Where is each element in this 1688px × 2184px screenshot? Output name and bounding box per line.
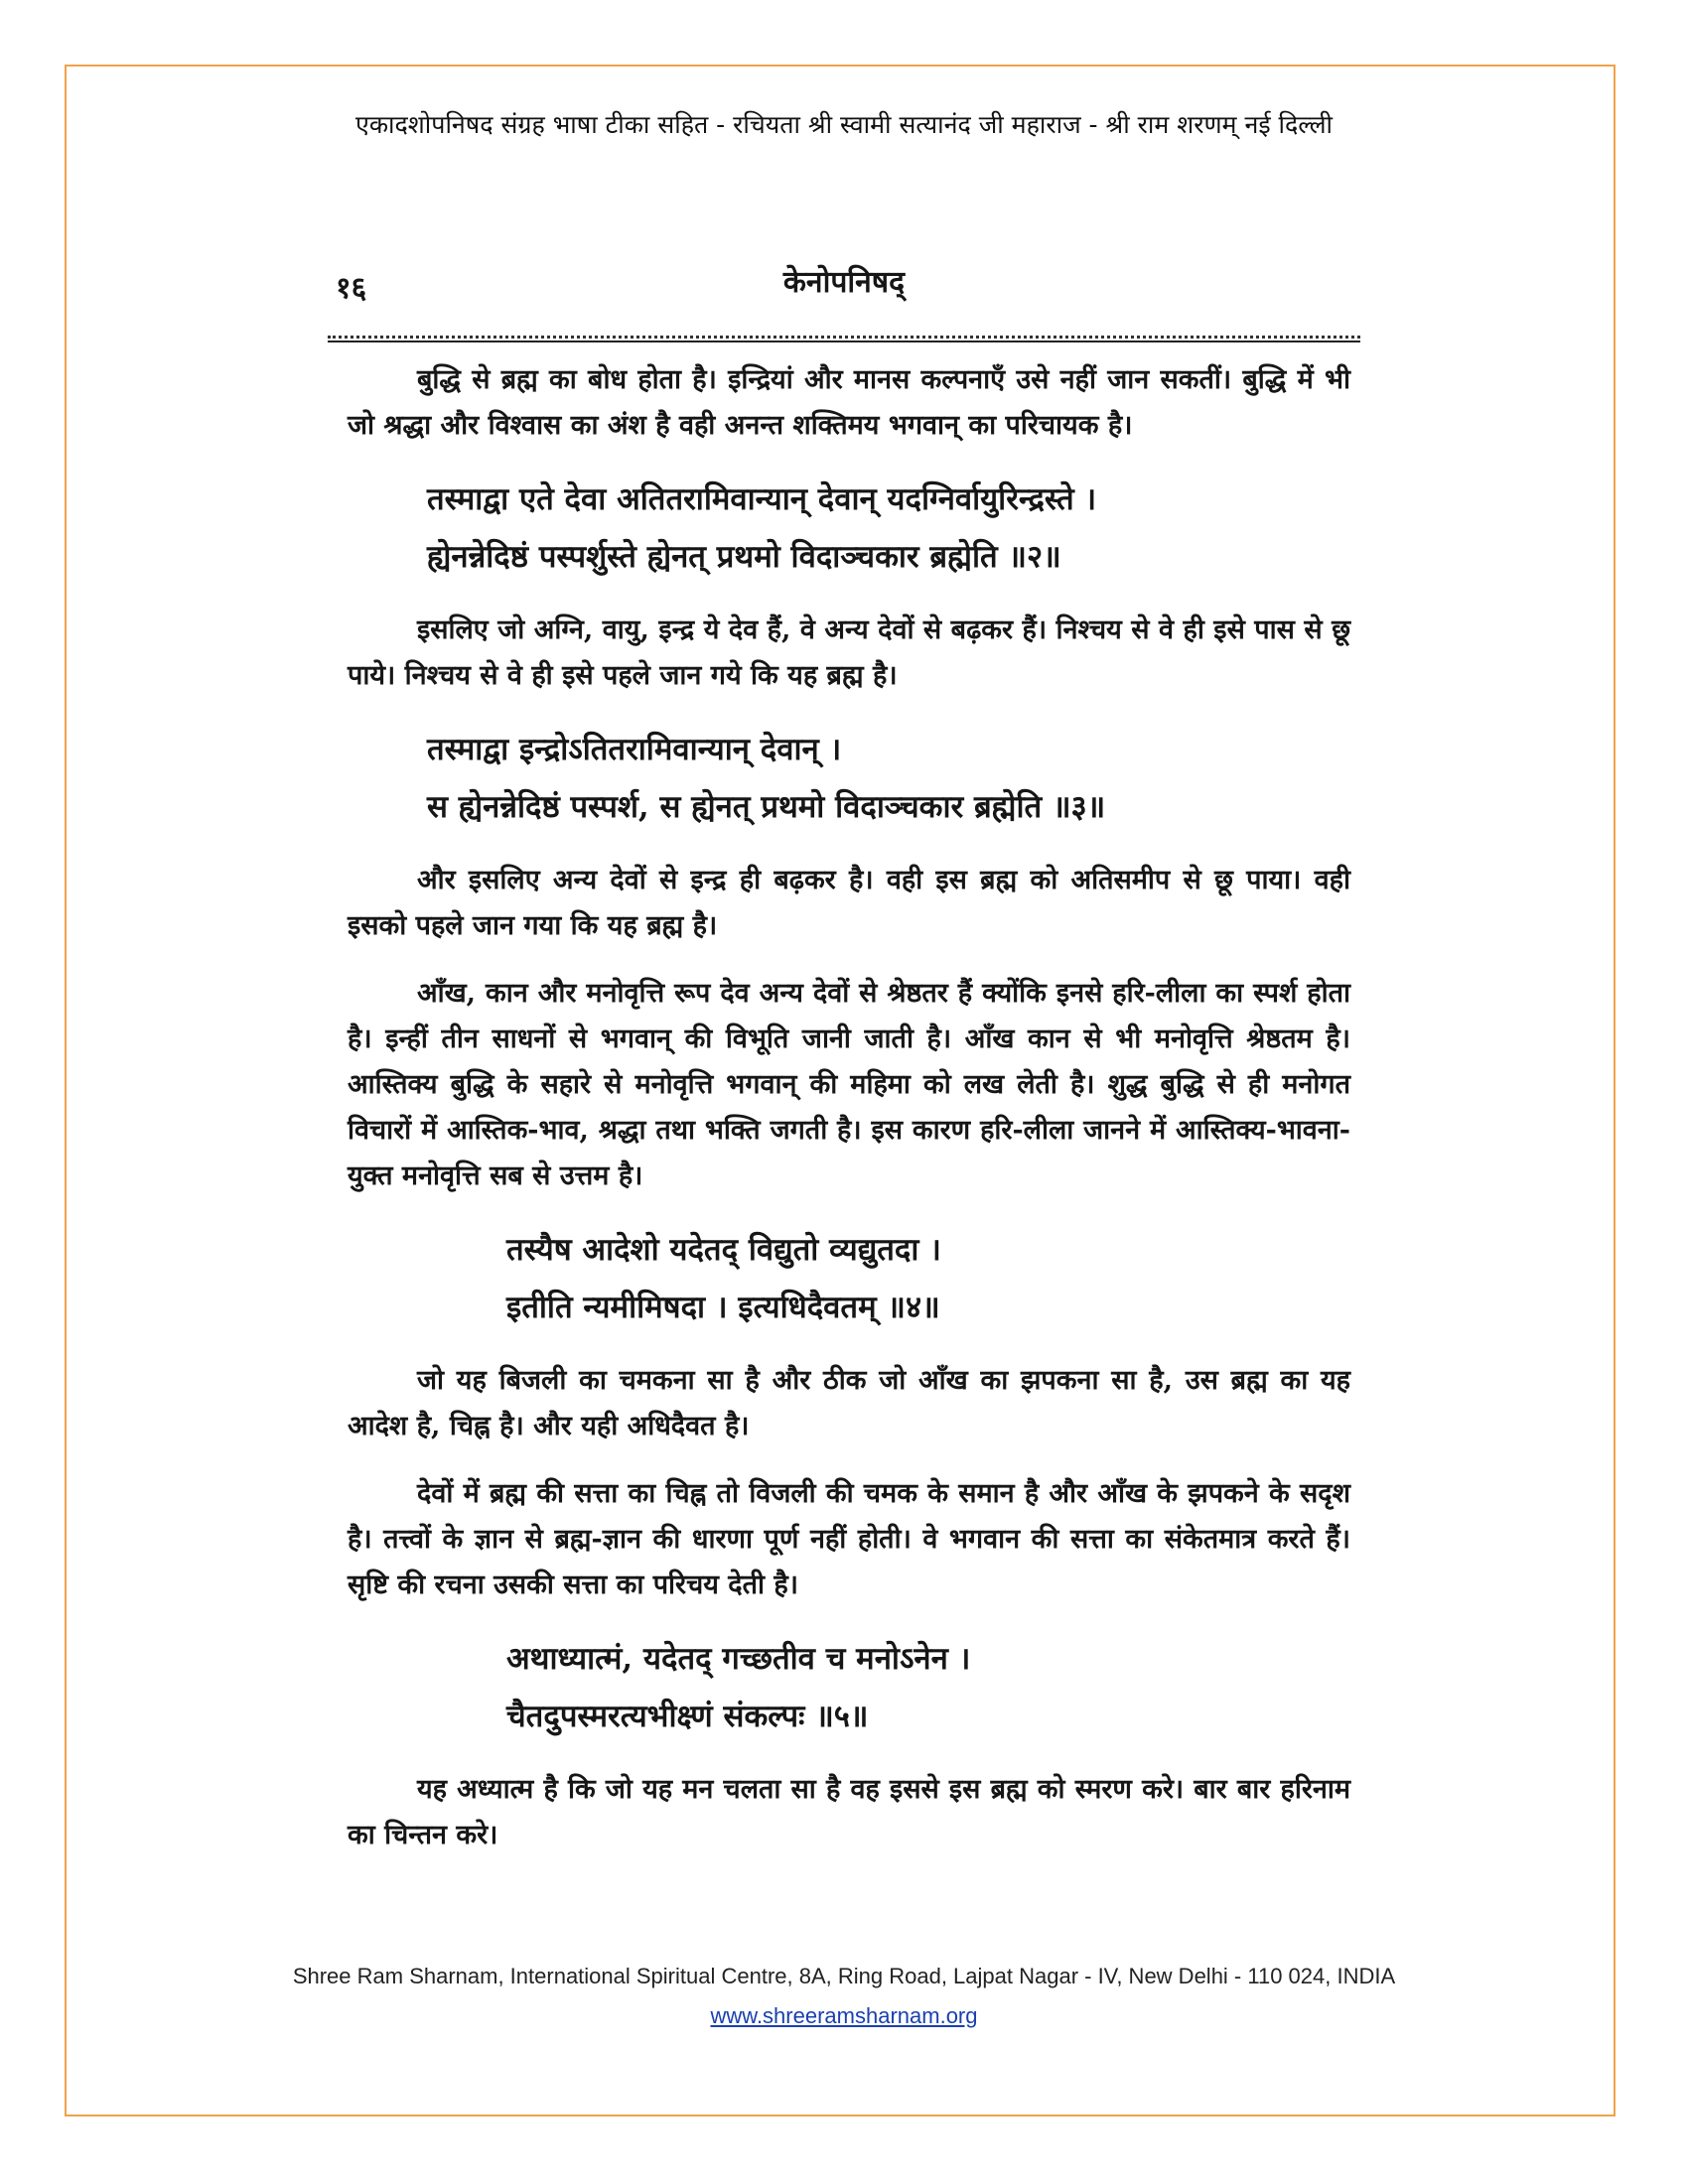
verse-line: तस्माद्वा इन्द्रोऽतितरामिवान्यान् देवान् । [427,732,842,767]
verse-line: ह्येनन्नेदिष्ठं पस्पर्शुस्ते ह्येनत् प्रथमो विदाञ्चकार ब्रह्मेति ॥२॥ [427,539,1061,575]
running-title: केनोपनिषद् [782,265,906,300]
commentary-paragraph: आँख, कान और मनोवृत्ति रूप देव अन्य देवों से श्रेष्ठतर हैं क्योंकि इनसे हरि-लीला का स्पर्श होता है। इन्हीं तीन साधनों से भगवान् की विभूति जानी जाती है। आँख कान से भी मनोवृत्ति श्रेष्ठतम है। आस्तिक्य बुद्धि के सहारे से मनोवृत्ति भगवान् की महिमा को लख लेती है। शुद्ध बुद्धि से ही मनोगत विचारों में आस्तिक-भाव, श्रद्धा तथा भक्ति जगती है। इस कारण हरि-लीला जानने में आस्तिक्य-भावना-युक्त मनोवृत्ति सब से उत्तम है। [348,978,1350,1191]
website-link[interactable]: www.shreeramsharnam.org [710,2003,978,2028]
verse-3 [348,721,1350,836]
commentary-paragraph: बुद्धि से ब्रह्म का बोध होता है। इन्द्रियां और मानस कल्पनाएँ उसे नहीं जान सकतीं। बुद्धि में भी जो श्रद्धा और विश्वास का अंश है वही अनन्त शक्तिमय भगवान् का परिचायक है। [348,364,1350,441]
footer-link-wrap [0,2003,1688,2029]
page-header: एकादशोपनिषद संग्रह भाषा टीका सहित - रचियता श्री स्वामी सत्यानंद जी महाराज - श्री राम शरणम् नई दिल्ली [355,110,1333,139]
scanned-page [328,248,1360,1916]
verse-line: स ह्येनन्नेदिष्ठं पस्पर्श, स ह्येनत् प्रथमो विदाञ्चकार ब्रह्मेति ॥३॥ [427,789,1106,825]
running-head [328,248,1360,308]
verse-4 [348,1221,1350,1336]
verse-5 [348,1630,1350,1745]
footer-address: Shree Ram Sharnam, International Spiritual Centre, 8A, Ring Road, Lajpat Nagar - IV, New Delhi - 110 024, INDIA [292,1964,1396,1988]
header-dotted-rule [328,336,1360,339]
header-rule [328,341,1360,342]
commentary-paragraph: और इसलिए अन्य देवों से इन्द्र ही बढ़कर है। वही इस ब्रह्म को अतिसमीप से छू पाया। वही इसको पहले जान गया कि यह ब्रह्म है। [348,865,1350,941]
commentary-paragraph: जो यह बिजली का चमकना सा है और ठीक जो आँख का झपकना सा है, उस ब्रह्म का यह आदेश है, चिह्न है। और यही अधिदैवत है। [348,1365,1350,1441]
verse-line: तस्माद्वा एते देवा अतितरामिवान्यान् देवान् यदग्निर्वायुरिन्द्रस्ते । [427,481,1097,517]
verse-line: चैतदुपस्मरत्यभीक्ष्णं संकल्पः ॥५॥ [506,1699,869,1734]
commentary-paragraph: यह अध्यात्म है कि जो यह मन चलता सा है वह इससे इस ब्रह्म को स्मरण करे। बार बार हरिनाम का चिन्तन करे। [348,1774,1350,1850]
commentary-paragraph: इसलिए जो अग्नि, वायु, इन्द्र ये देव हैं, वे अन्य देवों से बढ़कर हैं। निश्चय से वे ही इसे पास से छू पाये। निश्चय से वे ही इसे पहले जान गये कि यह ब्रह्म है। [348,614,1350,691]
verse-line: इतीति न्यमीमिषदा । इत्यधिदैवतम् ॥४॥ [506,1290,940,1325]
page-number: १६ [336,271,367,306]
verse-line: अथाध्यात्मं, यदेतद् गच्छतीव च मनोऽनेन । [506,1641,971,1677]
verse-2 [348,471,1350,586]
verse-line: तस्यैष आदेशो यदेतद् विद्युतो व्यद्युतदा । [506,1232,941,1268]
commentary-paragraph: देवों में ब्रह्म की सत्ता का चिह्न तो विजली की चमक के समान है और आँख के झपकने के सदृश है। तत्त्वों के ज्ञान से ब्रह्म-ज्ञान की धारणा पूर्ण नहीं होती। वे भगवान की सत्ता का संकेतमात्र करते हैं। सृष्टि की रचना उसकी सत्ता का परिचय देती है। [348,1478,1350,1600]
page-body [348,357,1350,1880]
